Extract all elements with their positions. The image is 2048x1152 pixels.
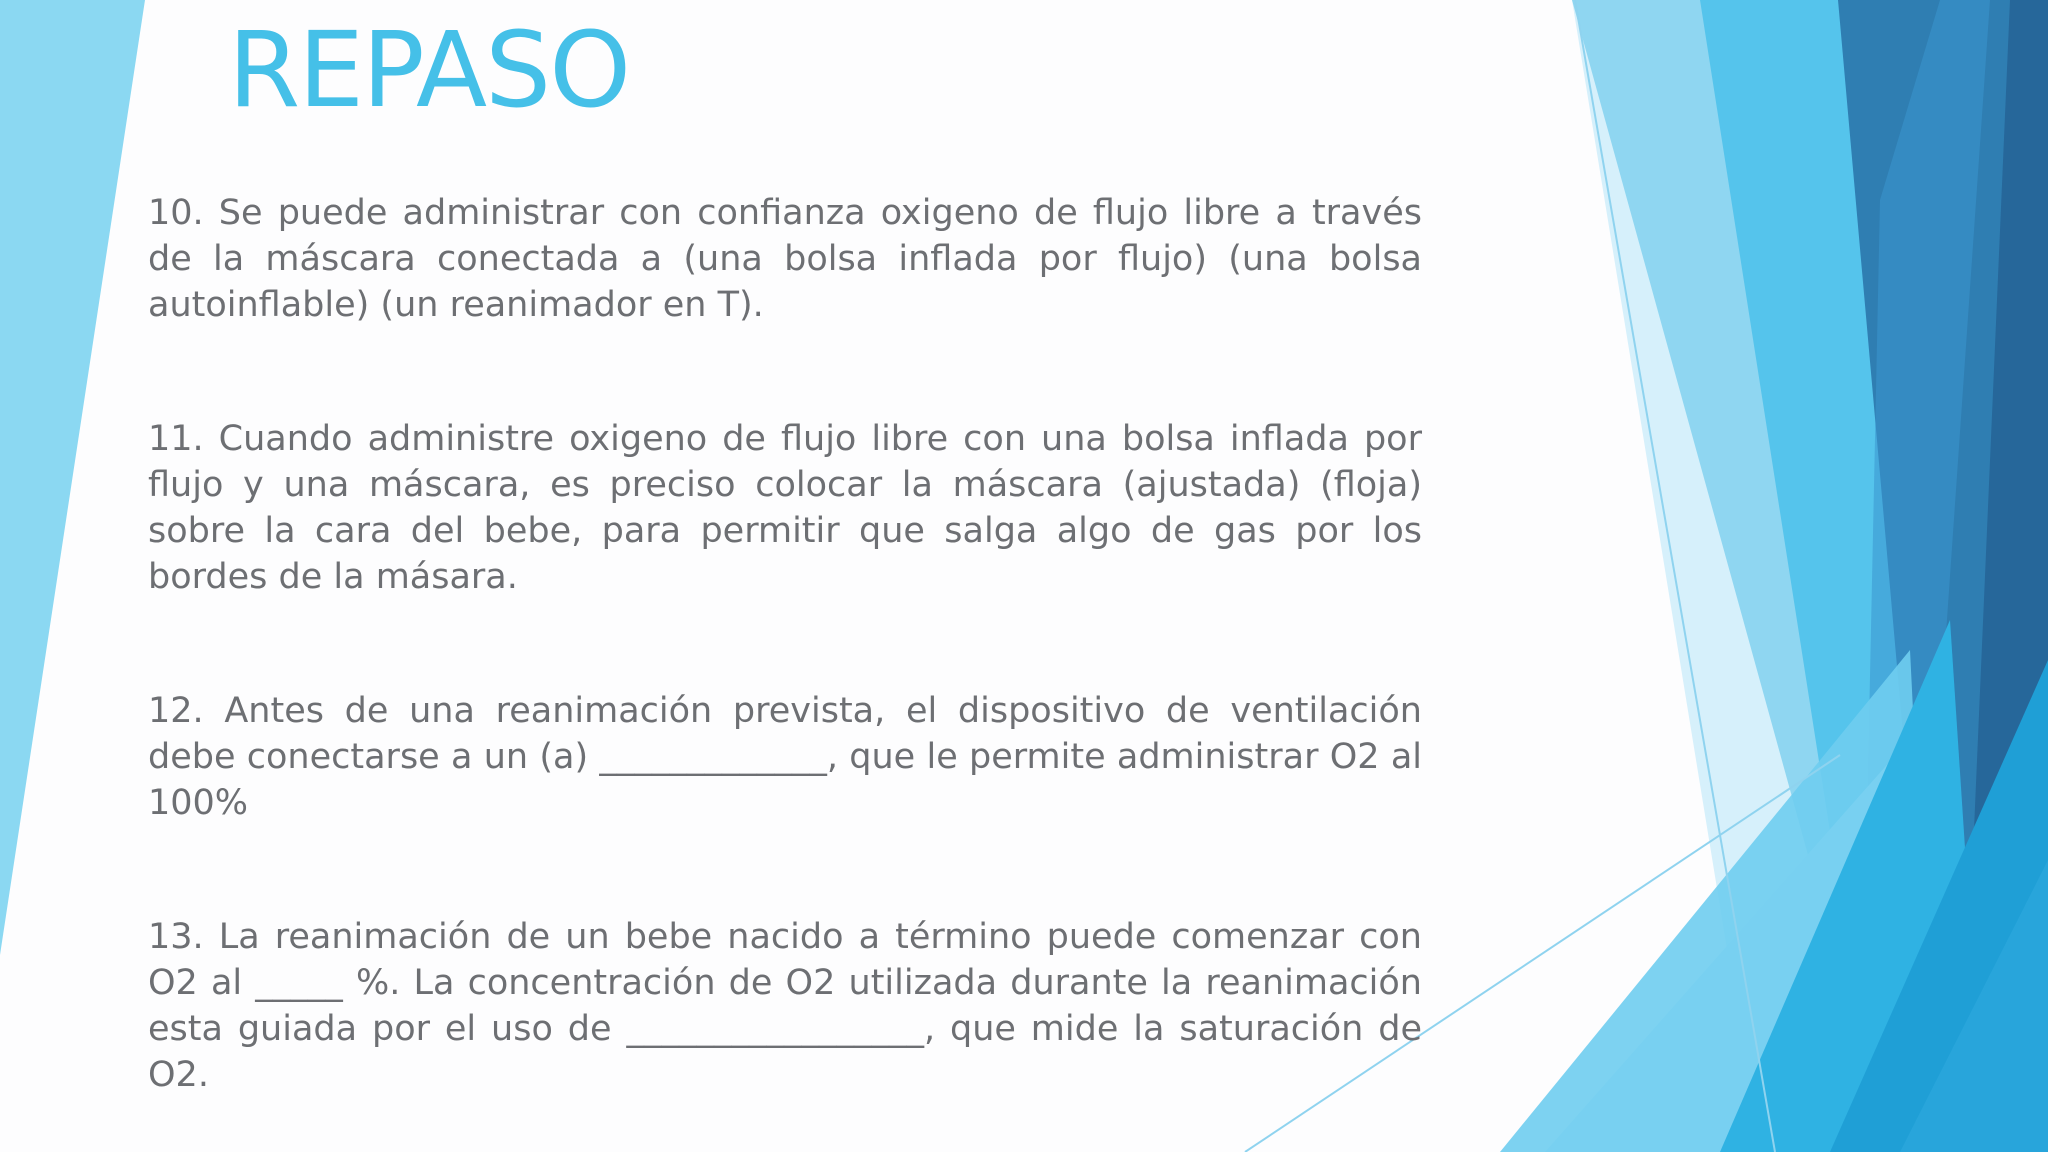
slide-title: REPASO bbox=[228, 9, 630, 131]
question-10: 10. Se puede administrar con confianza oxigeno de flujo libre a través de la máscara conectada a (una bolsa inflada por flujo) (una bolsa autoinflable) (un reanimador en T). bbox=[148, 193, 1422, 325]
questions-list bbox=[148, 190, 1422, 1098]
question-12: 12. Antes de una reanimación prevista, el dispositivo de ventilación debe conectarse a un (a) _____________, que le permite administrar O2 al 100% bbox=[148, 691, 1422, 823]
question-11: 11. Cuando administre oxigeno de flujo libre con una bolsa inflada por flujo y una máscara, es preciso colocar la máscara (ajustada) (floja) sobre la cara del bebe, para permitir que salga algo de gas por los bordes de la másara. bbox=[148, 419, 1422, 597]
question-13: 13. La reanimación de un bebe nacido a término puede comenzar con O2 al _____ %. La concentración de O2 utilizada durante la reanimación esta guiada por el uso de _________________, que mide la saturación de O2. bbox=[148, 917, 1422, 1095]
left-accent-shape bbox=[0, 0, 145, 955]
